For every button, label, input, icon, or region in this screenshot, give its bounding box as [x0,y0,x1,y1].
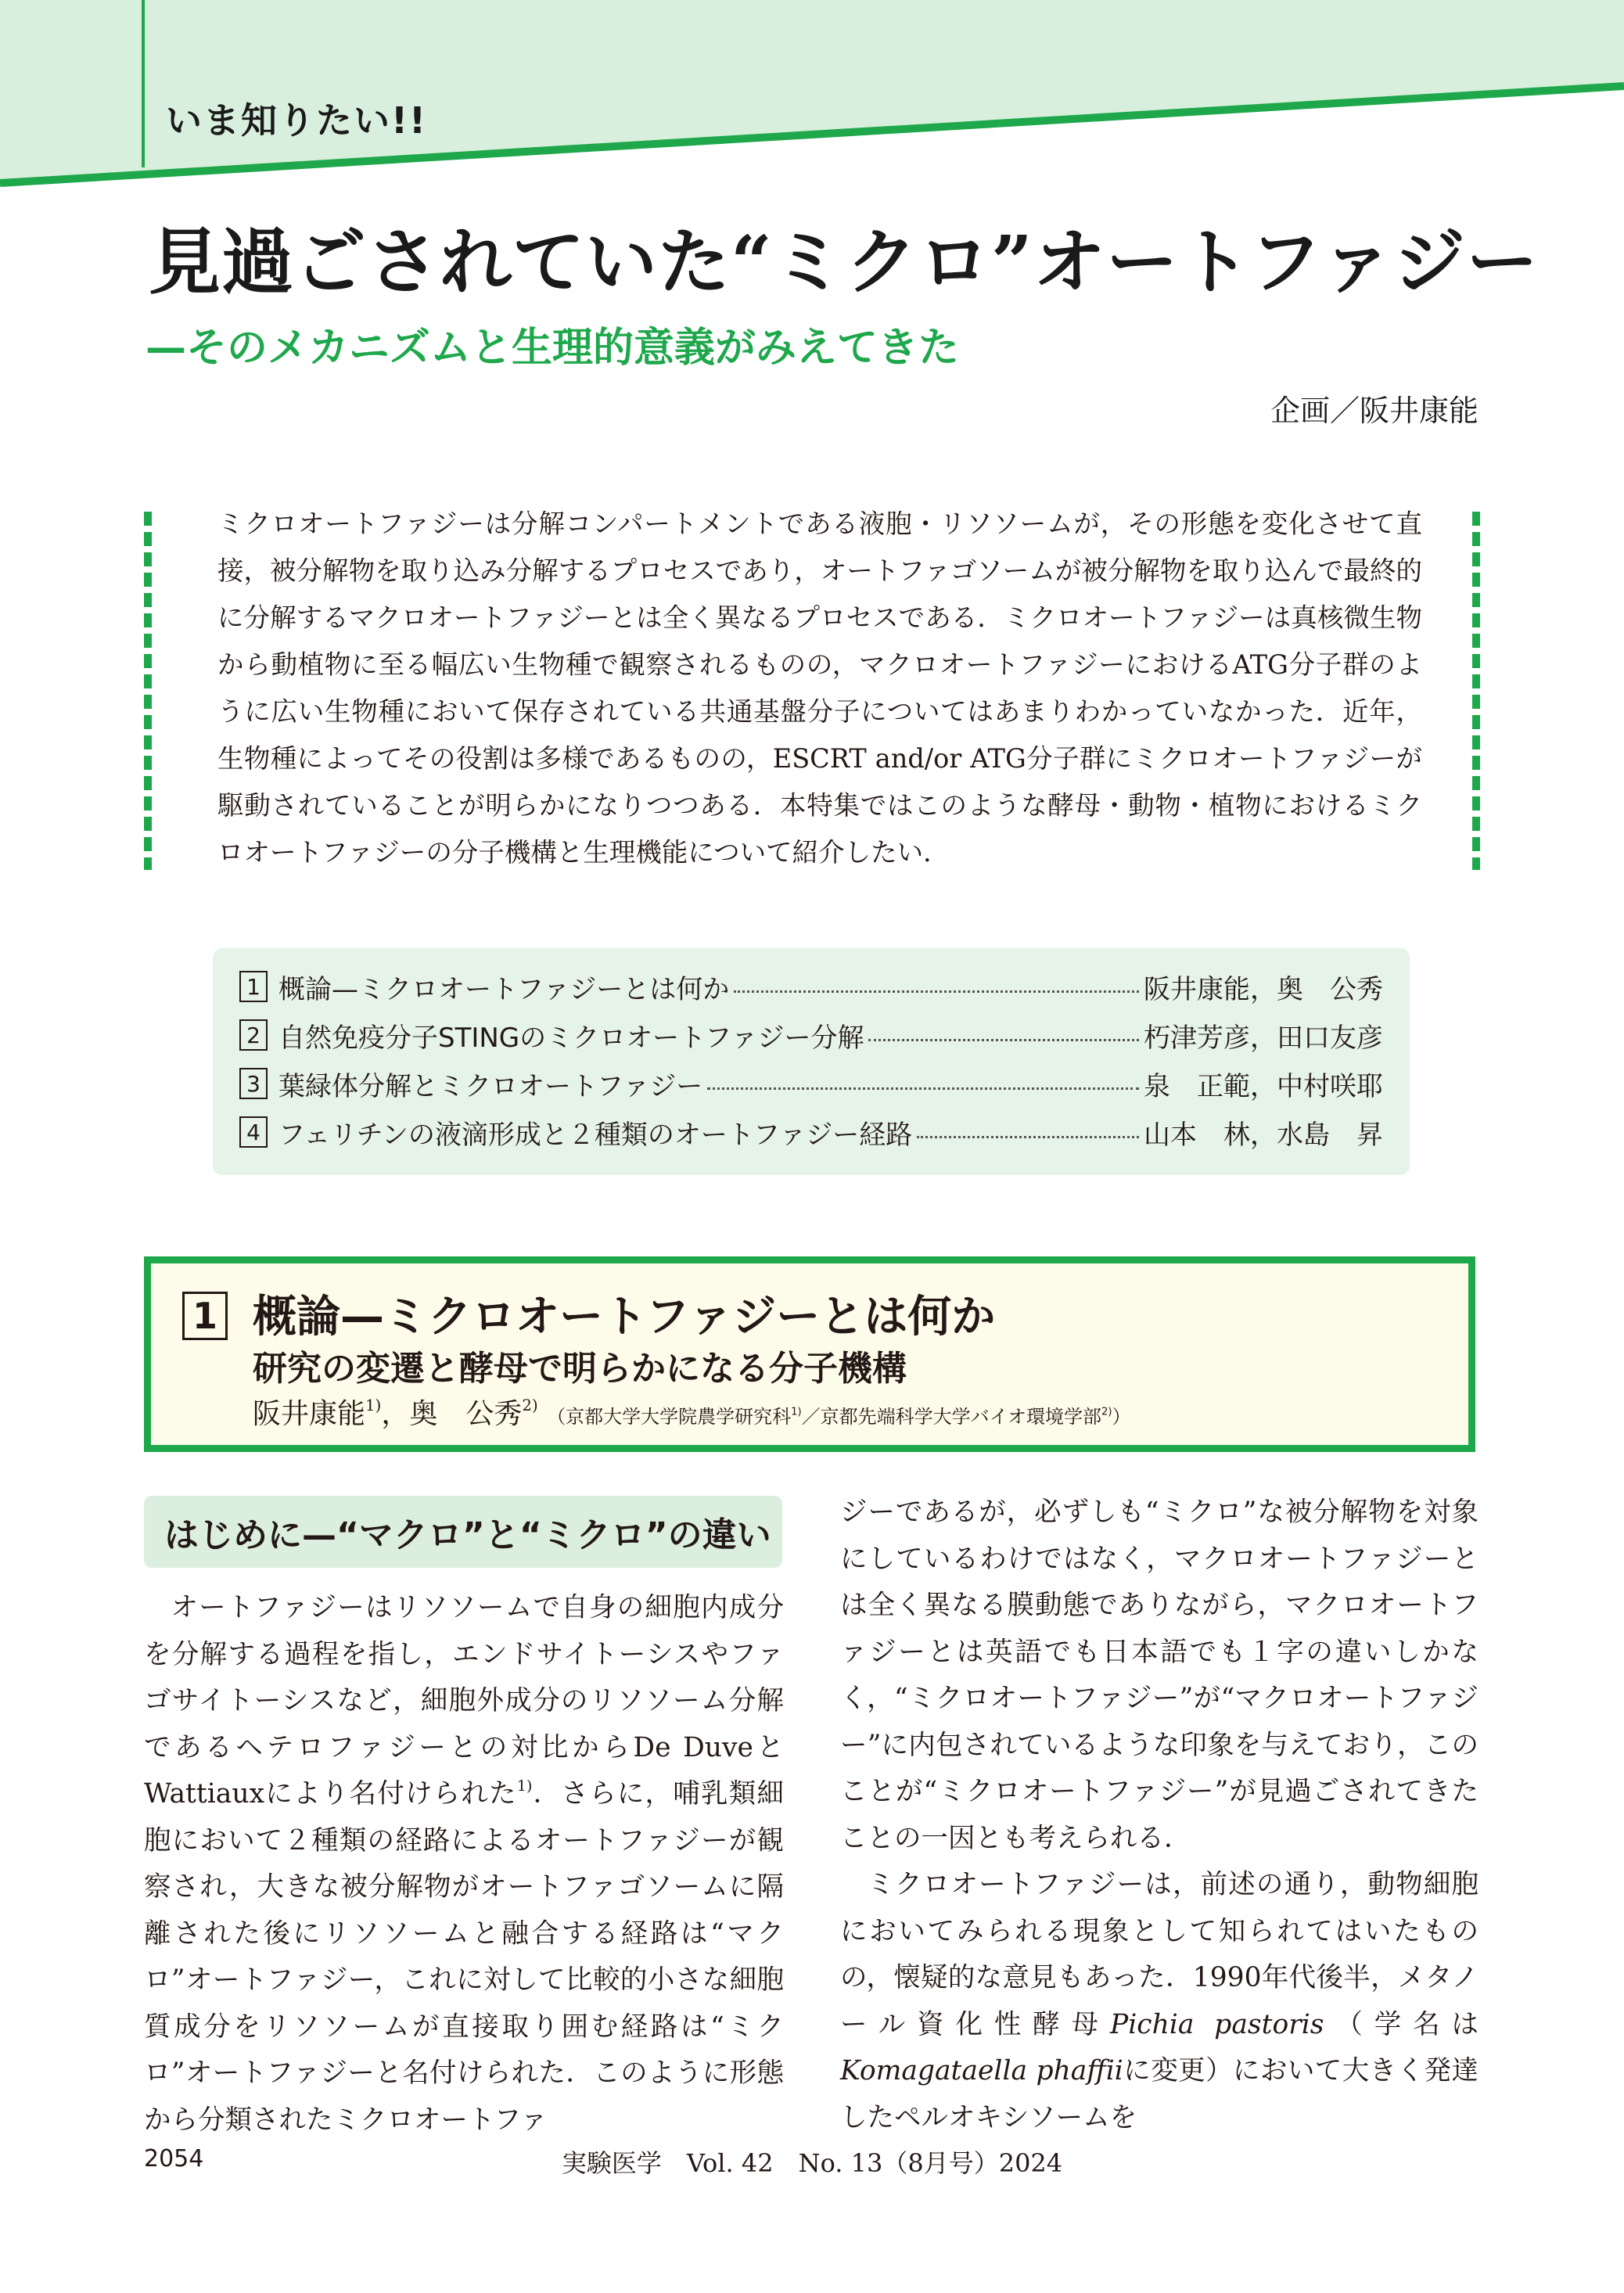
toc-item-number: 4 [239,1116,268,1148]
journal-footer: 実験医学 Vol. 42 No. 13（8月号）2024 [561,2148,1063,2178]
toc-leader [707,1087,1139,1090]
section-title: 概論—ミクロオートファジーとは何か [253,1292,996,1342]
abstract-text: ミクロオートファジーは分解コンパートメントである液胞・リソソームが，その形態を変化させて直接，被分解物を取り込み分解するプロセスであり，オートファゴソームが被分解物を取り込んで最終的に分解するマクロオートファジーとは全く異なるプロセスである．ミクロオートファジーは真核微生物から動植物に至る幅広い生物種で観察されるものの，マクロオートファジーにおけるATG分子群のように広い生物種において保存されている共通基盤分子についてはあまりわかっていなかった．近年，生物種によってその役割は多様であるものの，ESCRT and/or ATG分子群にミクロオートファジーが駆動されていることが明らかになりつつある．本特集ではこのような酵母・動物・植物におけるミクロオートファジーの分子機構と生理機能について紹介したい． [217,509,1422,868]
author-name: 阪井康能 [253,1398,366,1430]
series-label: いま知りたい!! [166,99,427,142]
article-title: 見過ごされていた“ミクロ”オートファジー [149,220,1540,304]
article-subtitle: —そのメカニズムと生理的意義がみえてきた [146,325,960,372]
toc-leader [734,990,1139,993]
toc-item[interactable] [239,964,1383,1009]
toc-item-title: 葉緑体分解とミクロオートファジー [278,1070,703,1102]
intro-heading: はじめに—“マクロ”と“ミクロ”の違い [144,1496,782,1568]
body-paragraph: ミクロオートファジーは，前述の通り，動物細胞においてみられる現象として知られてはいたものの，懐疑的な意見もあった．1990年代後半，メタノール資化性酵母Pichia pastoris（学名はKomagataella phaffiiに変更）において大きく発達したペルオキシソームを [840,1869,1478,2133]
toc-item-authors: 阪井康能，奥 公秀 [1144,973,1383,1005]
body-column-right [840,1490,1478,2141]
section-authors [253,1392,1131,1432]
editor-credit: 企画／阪井康能 [1270,394,1478,428]
body-column-left [144,1585,784,2144]
toc-item[interactable] [239,1012,1383,1058]
author-name: 奥 公秀 [409,1398,523,1430]
abstract-right-bar [1472,512,1480,870]
table-of-contents [213,948,1410,1175]
author-affiliations: （京都大学大学院農学研究科$^{1)}$／京都先端科学大学バイオ環境学部$^{2)}$） [547,1406,1131,1428]
toc-item-authors: 泉 正範，中村咲耶 [1144,1070,1383,1102]
author-affiliation-mark: 1) [365,1396,382,1415]
page-number: 2054 [144,2145,204,2173]
section-number: 1 [182,1292,228,1340]
citation-mark: 1) [516,1777,533,1795]
toc-item-authors: 山本 林，水島 昇 [1144,1119,1383,1151]
species-name: Komagataella phaffii [840,2055,1123,2086]
toc-item-authors: 朽津芳彦，田口友彦 [1144,1022,1383,1054]
toc-item[interactable] [239,1109,1383,1155]
toc-leader [868,1039,1139,1041]
body-paragraph: オートファジーはリソソームで自身の細胞内成分を分解する過程を指し，エンドサイトーシスやファゴサイトーシスなど，細胞外成分のリソソーム分解であるヘテロファジーとの対比からDe DuveとWattiauxにより名付けられた$^{1)}$．さらに，哺乳類細胞において２種類の経路によるオートファジーが観察され，大きな被分解物がオートファゴソームに隔離された後にリソソームと融合する経路は“マクロ”オートファジー，これに対して比較的小さな細胞質成分をリソソームが直接取り囲む経路は“ミクロ”オートファジーと名付けられた．このように形態から分類されたミクロオートファ [144,1592,784,2136]
toc-item-title: 自然免疫分子STINGのミクロオートファジー分解 [278,1022,864,1054]
section-header-box [144,1256,1475,1452]
body-paragraph: ジーであるが，必ずしも“ミクロ”な被分解物を対象にしているわけではなく，マクロオートファジーとは全く異なる膜動態でありながら，マクロオートファジーとは英語でも日本語でも１字の違いしかなく，“ミクロオートファジー”が“マクロオートファジー”に内包されているような印象を与えており，このことが“ミクロオートファジー”が見過ごされてきたことの一因とも考えられる． [840,1497,1478,1854]
toc-item-title: 概論—ミクロオートファジーとは何か [278,973,730,1005]
toc-item-title: フェリチンの液滴形成と２種類のオートファジー経路 [278,1119,913,1151]
toc-leader [917,1136,1139,1138]
section-subtitle: 研究の変遷と酵母で明らかになる分子機構 [253,1349,907,1389]
toc-item-number: 3 [239,1068,268,1099]
author-separator: ， [381,1398,410,1430]
species-name: Pichia pastoris [1110,2008,1324,2040]
toc-item[interactable] [239,1061,1383,1106]
author-affiliation-mark: 2) [522,1396,538,1415]
toc-item-number: 1 [239,971,268,1002]
abstract-left-bar [144,512,152,870]
toc-item-number: 2 [239,1019,268,1051]
